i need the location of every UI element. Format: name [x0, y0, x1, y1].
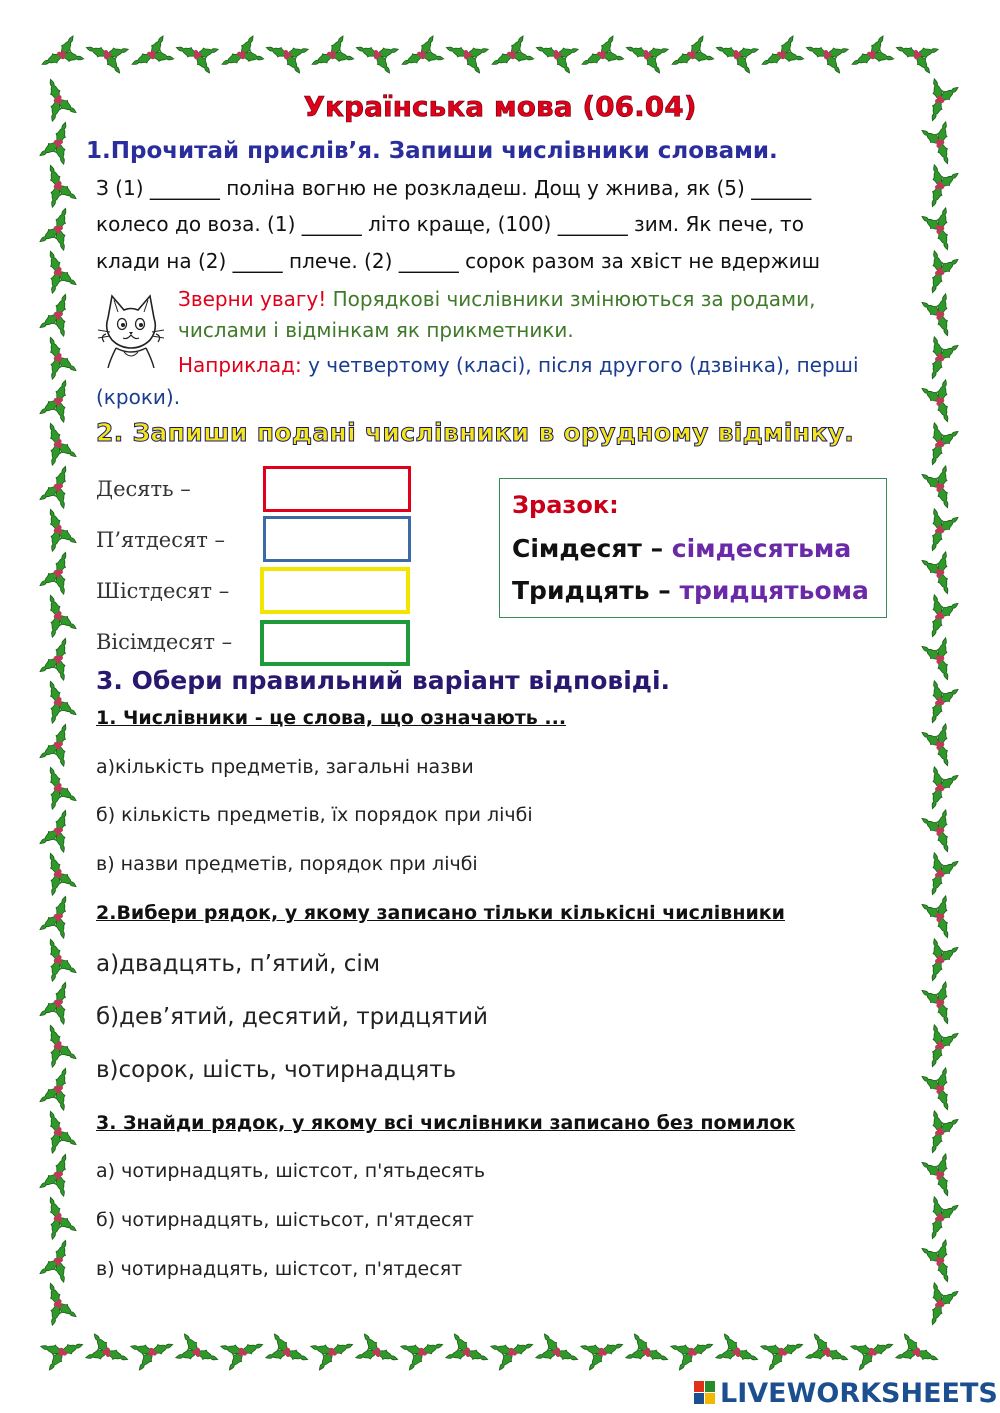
- attention-example-line: [178, 353, 859, 377]
- holly-sprig: [917, 1150, 963, 1202]
- liveworksheets-logo-icon: [694, 1381, 716, 1405]
- holly-sprig: [35, 246, 81, 298]
- holly-sprig: [917, 978, 963, 1030]
- sample-box: [499, 478, 887, 618]
- holly-sprig: [917, 290, 963, 342]
- holly-sprig: [35, 676, 81, 728]
- holly-sprig: [35, 160, 81, 212]
- holly-sprig: [917, 462, 963, 514]
- proverb-line-1: З (1) _______ поліна вогню не розкладеш. Дощ у жнива, як (5) ______: [96, 176, 812, 200]
- holly-sprig: [35, 1106, 81, 1158]
- holly-sprig: [917, 247, 963, 299]
- question-2: 2.Вибери рядок, у якому записано тільки кількісні числівники: [96, 902, 785, 924]
- holly-sprig: [847, 1329, 899, 1375]
- sample-dash-1: –: [641, 534, 672, 563]
- holly-sprig: [397, 1329, 449, 1375]
- holly-sprig: [35, 762, 81, 814]
- question-3: 3. Знайди рядок, у якому всі числівники записано без помилок: [96, 1112, 796, 1134]
- attention-text-1: Порядкові числівники змінюються за родами,: [326, 287, 816, 311]
- sample-form-1: сімдесятьма: [671, 534, 852, 563]
- holly-sprig: [917, 1021, 963, 1073]
- sample-row-1: [512, 534, 851, 563]
- holly-sprig: [307, 1329, 359, 1375]
- q2-option-b[interactable]: б)дев’ятий, десятий, тридцятий: [96, 1004, 488, 1030]
- attention-text-2: числами і відмінкам як прикметники.: [178, 318, 574, 342]
- holly-sprig: [395, 31, 448, 79]
- sample-label: Зразок:: [512, 491, 619, 519]
- holly-sprig: [37, 1329, 89, 1375]
- holly-sprig: [35, 461, 81, 513]
- sample-row-2: [512, 576, 869, 605]
- holly-sprig: [801, 32, 853, 78]
- numeral-label-80: Вісімдесят –: [96, 630, 233, 654]
- task2-title: 2. Запиши подані числівники в орудному відмінку.: [96, 418, 855, 447]
- q1-option-b[interactable]: б) кількість предметів, їх порядок при лічбі: [96, 804, 533, 826]
- attention-line-1: [178, 287, 816, 311]
- holly-sprig: [917, 204, 963, 256]
- holly-sprig: [441, 32, 493, 78]
- holly-sprig: [917, 935, 963, 987]
- task3-title: 3. Обери правильний варіант відповіді.: [96, 666, 671, 695]
- holly-sprig: [261, 32, 313, 78]
- holly-sprig: [532, 1329, 584, 1375]
- holly-sprig: [667, 1329, 719, 1375]
- question-1: 1. Числівники - це слова, що означають ...: [96, 707, 567, 729]
- holly-sprig: [917, 1107, 963, 1159]
- answer-box-50[interactable]: [263, 516, 411, 562]
- sample-word-2: Тридцять: [512, 576, 650, 605]
- holly-sprig: [81, 32, 133, 78]
- q2-option-c[interactable]: в)сорок, шість, чотирнадцять: [96, 1057, 457, 1083]
- holly-sprig: [917, 505, 963, 557]
- holly-sprig: [35, 1020, 81, 1072]
- holly-sprig: [917, 1279, 963, 1331]
- holly-sprig: [621, 32, 673, 78]
- holly-sprig: [917, 677, 963, 729]
- proverb-line-3: клади на (2) _____ плече. (2) ______ сорок разом за хвіст не вдержиш: [96, 249, 821, 273]
- holly-sprig: [35, 719, 81, 771]
- holly-sprig: [35, 891, 81, 943]
- holly-sprig: [917, 763, 963, 815]
- holly-sprig: [712, 1329, 764, 1375]
- page-title: Українська мова (06.04): [303, 90, 697, 123]
- holly-sprig: [802, 1329, 854, 1375]
- numeral-label-60: Шістдесят –: [96, 579, 230, 603]
- holly-sprig: [35, 31, 88, 79]
- q1-option-a[interactable]: а)кількість предметів, загальні назви: [96, 756, 474, 778]
- holly-sprig: [35, 547, 81, 599]
- holly-sprig: [577, 1329, 629, 1375]
- example-text-2: (кроки).: [96, 385, 181, 409]
- holly-sprig: [917, 849, 963, 901]
- numeral-label-10: Десять –: [96, 477, 191, 501]
- holly-sprig: [917, 548, 963, 600]
- holly-sprig: [35, 117, 81, 169]
- q3-option-b[interactable]: б) чотирнадцять, шістьсот, п'ятдесят: [96, 1209, 474, 1231]
- holly-sprig: [35, 1192, 81, 1244]
- holly-sprig: [917, 161, 963, 213]
- holly-sprig: [35, 1149, 81, 1201]
- holly-sprig: [665, 31, 718, 79]
- q3-option-a[interactable]: а) чотирнадцять, шістсот, п'ятьдесять: [96, 1160, 486, 1182]
- sample-dash-2: –: [649, 576, 680, 605]
- holly-sprig: [917, 376, 963, 428]
- holly-sprig: [917, 1193, 963, 1245]
- holly-sprig: [917, 1236, 963, 1288]
- holly-sprig: [917, 720, 963, 772]
- cat-illustration-icon: [96, 290, 166, 370]
- holly-sprig: [35, 934, 81, 986]
- holly-sprig: [35, 633, 81, 685]
- holly-sprig: [127, 1329, 179, 1375]
- task1-title: 1.Прочитай прислів’я. Запиши числівники словами.: [86, 138, 778, 164]
- q3-option-c[interactable]: в) чотирнадцять, шістсот, п'ятдесят: [96, 1258, 463, 1280]
- holly-sprig: [917, 333, 963, 385]
- holly-sprig: [917, 892, 963, 944]
- holly-sprig: [171, 32, 223, 78]
- holly-sprig: [917, 1064, 963, 1116]
- holly-sprig: [35, 332, 81, 384]
- holly-sprig: [35, 375, 81, 427]
- holly-sprig: [755, 31, 808, 79]
- answer-box-60[interactable]: [260, 567, 410, 614]
- holly-sprig: [917, 591, 963, 643]
- holly-sprig: [35, 203, 81, 255]
- holly-sprig: [305, 31, 358, 79]
- sample-form-2: тридцятьома: [679, 576, 869, 605]
- holly-sprig: [35, 289, 81, 341]
- answer-box-10[interactable]: [263, 466, 411, 512]
- proverb-line-2: колесо до воза. (1) ______ літо краще, (100) _______ зим. Як пече, то: [96, 212, 804, 236]
- holly-sprig: [917, 806, 963, 858]
- holly-sprig: [891, 32, 943, 78]
- answer-box-80[interactable]: [260, 620, 410, 666]
- holly-sprig: [487, 1329, 539, 1375]
- holly-sprig: [351, 32, 403, 78]
- example-label: Наприклад:: [178, 353, 302, 377]
- holly-sprig: [35, 504, 81, 556]
- example-text-1: у четвертому (класі), після другого (дзвінка), перші: [301, 353, 859, 377]
- holly-sprig: [125, 31, 178, 79]
- holly-sprig: [485, 31, 538, 79]
- holly-sprig: [35, 1063, 81, 1115]
- holly-sprig: [917, 419, 963, 471]
- holly-sprig: [622, 1329, 674, 1375]
- holly-sprig: [711, 32, 763, 78]
- numeral-label-50: П’ятдесят –: [96, 528, 226, 552]
- holly-sprig: [575, 31, 628, 79]
- holly-sprig: [917, 118, 963, 170]
- holly-sprig: [35, 1278, 81, 1330]
- holly-sprig: [217, 1329, 269, 1375]
- holly-sprig: [442, 1329, 494, 1375]
- holly-sprig: [917, 634, 963, 686]
- attention-label: Зверни увагу!: [178, 287, 327, 311]
- q1-option-c[interactable]: в) назви предметів, порядок при лічбі: [96, 853, 478, 875]
- holly-sprig: [892, 1329, 944, 1375]
- holly-sprig: [215, 31, 268, 79]
- holly-sprig: [35, 418, 81, 470]
- holly-sprig: [82, 1329, 134, 1375]
- sample-word-1: Сімдесят: [512, 534, 642, 563]
- holly-sprig: [35, 1235, 81, 1287]
- holly-sprig: [531, 32, 583, 78]
- q2-option-a[interactable]: а)двадцять, п’ятий, сім: [96, 951, 381, 977]
- holly-sprig: [262, 1329, 314, 1375]
- holly-sprig: [35, 590, 81, 642]
- holly-sprig: [172, 1329, 224, 1375]
- holly-sprig: [352, 1329, 404, 1375]
- holly-sprig: [35, 977, 81, 1029]
- brand-name: LIVEWORKSHEETS: [720, 1378, 998, 1409]
- holly-sprig: [35, 848, 81, 900]
- holly-sprig: [845, 31, 898, 79]
- holly-sprig: [35, 805, 81, 857]
- holly-sprig: [757, 1329, 809, 1375]
